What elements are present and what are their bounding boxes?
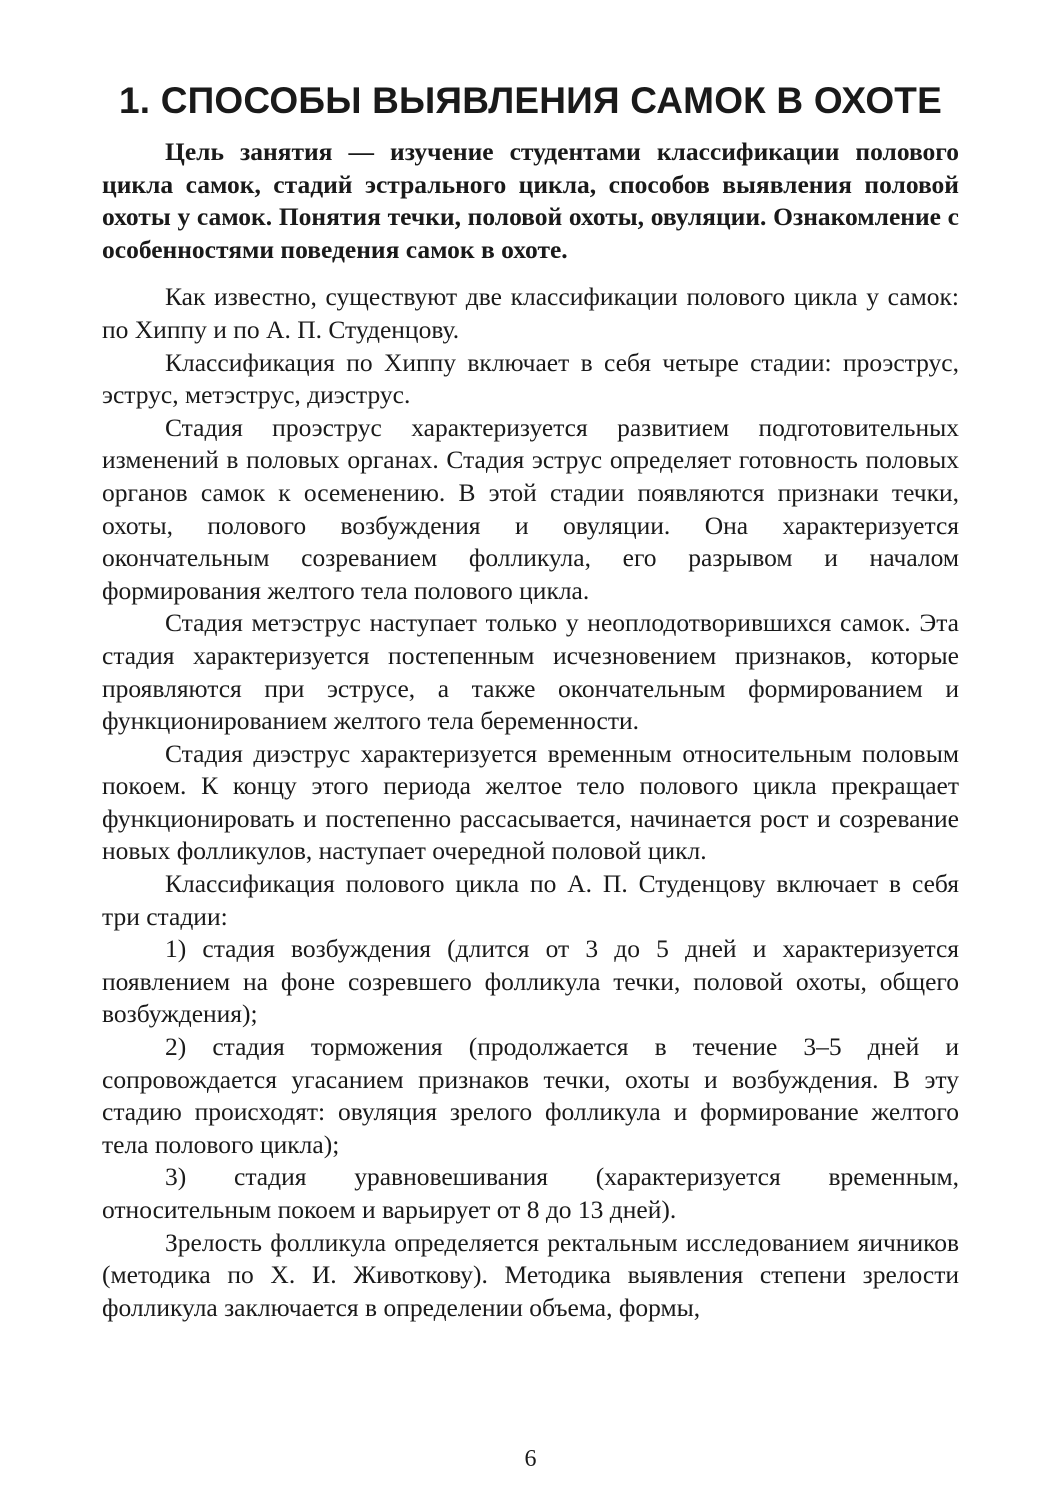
page-number: 6: [524, 1446, 537, 1472]
paragraph: Как известно, существуют две классификации полового цикла у самок: по Хиппу и по А. П. Студенцову.: [102, 282, 959, 344]
paragraph: Стадия диэструс характеризуется временным относительным половым покоем. К концу этого периода желтое тело полового цикла прекращает функционировать и постепенно рассасывается, начинается рост и созревание новых фолликулов, наступает очередной половой цикл.: [102, 738, 959, 866]
page-title: 1. СПОСОБЫ ВЫЯВЛЕНИЯ САМОК В ОХОТЕ: [118, 80, 942, 121]
paragraph: Классификация по Хиппу включает в себя четыре стадии: проэструс, эструс, метэструс, диэструс.: [102, 347, 959, 410]
paragraph: Стадия метэструс наступает только у неоплодотворившихся самок. Эта стадия характеризуется постепенным исчезновением признаков, которые проявляются при эструсе, а также окончательным формированием и функционированием желтого тела беременности.: [102, 608, 959, 736]
paragraph: Зрелость фолликула определяется ректальным исследованием яичников (методика по Х. И. Животкову). Методика выявления степени зрелости фолликула заключается в определении объема, формы,: [102, 1227, 959, 1322]
paragraph: Классификация полового цикла по А. П. Студенцову включает в себя три стадии:: [102, 869, 959, 931]
list-item: 2) стадия торможения (продолжается в течение 3–5 дней и сопровождается угасанием признаков течки, охоты и возбуждения. В эту стадию происходят: овуляция зрелого фолликула и формирование желтого тела полового цикла);: [102, 1032, 959, 1159]
body-text: [102, 136, 959, 1324]
list-item: 3) стадия уравновешивания (характеризуется временным, относительным покоем и варьирует от 8 до 13 дней).: [102, 1162, 959, 1224]
list-item: 1) стадия возбуждения (длится от 3 до 5 дней и характеризуется появлением на фоне созревшего фолликула течки, половой охоты, общего возбуждения);: [102, 934, 959, 1029]
lesson-goal: Цель занятия — изучение студентами классификации полового цикла самок, стадий эстрального цикла, способов выявления половой охоты у самок. Понятия течки, половой охоты, овуляции. Ознакомление с особенностями поведения самок в охоте.: [102, 137, 959, 264]
paragraph: Стадия проэструс характеризуется развитием подготовительных изменений в половых органах. Стадия эструс определяет готовность половых органов самок к осеменению. В этой стадии появляются признаки течки, охоты, полового возбуждения и овуляции. Она характеризуется окончательным созреванием фолликула, его разрывом и началом формирования желтого тела полового цикла.: [102, 412, 959, 605]
